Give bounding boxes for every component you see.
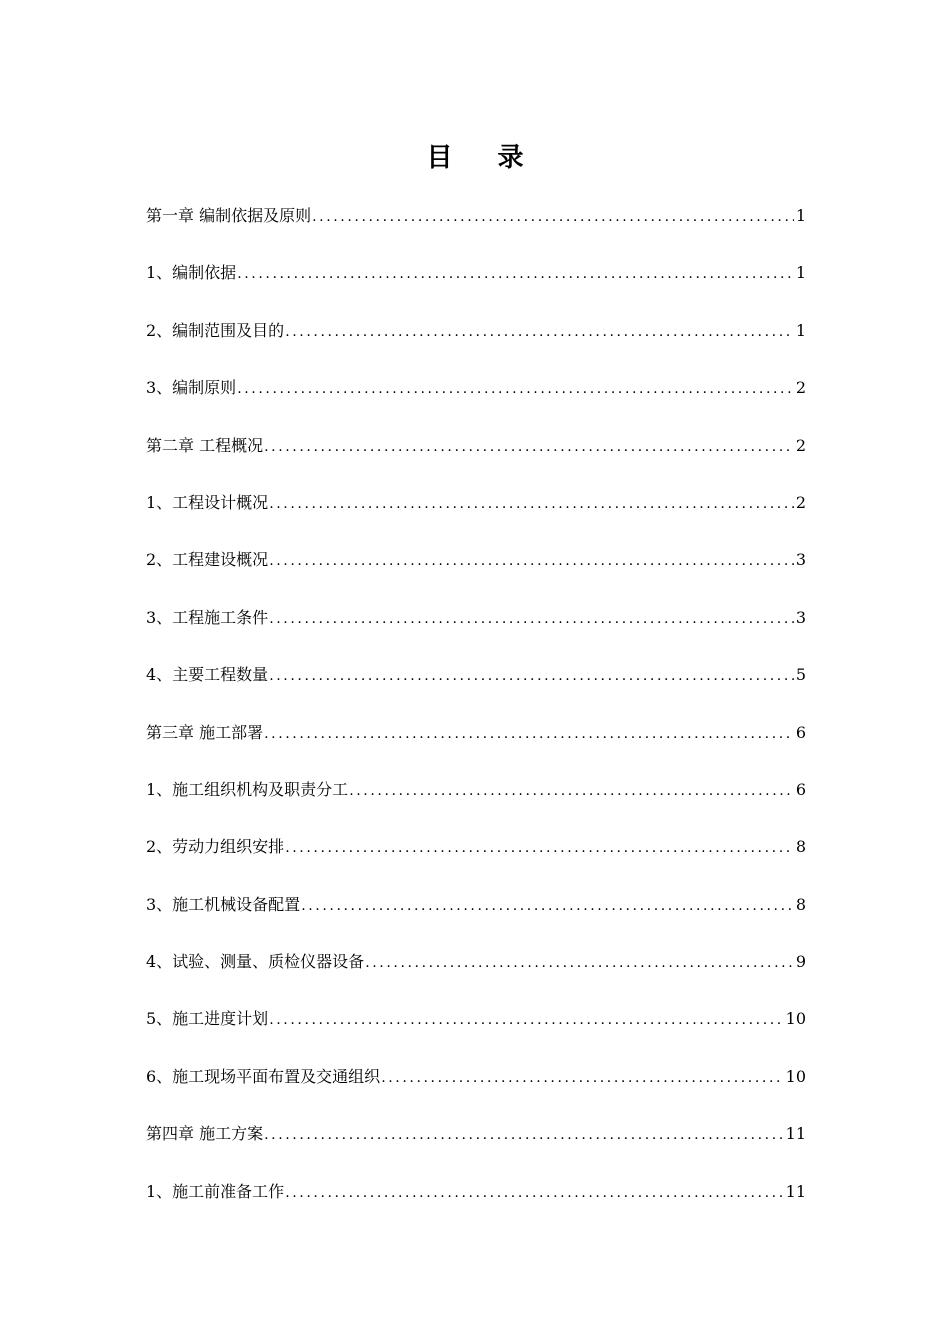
toc-entry-label: 3、编制原则 [146, 378, 237, 398]
toc-entry-label: 2、劳动力组织安排 [146, 837, 285, 857]
toc-entry-label: 2、工程建设概况 [146, 550, 269, 570]
toc-entry-label: 3、施工机械设备配置 [146, 894, 301, 914]
toc-leader-dots [269, 492, 794, 516]
toc-entry[interactable] [146, 606, 806, 663]
toc-entry[interactable] [146, 1180, 806, 1237]
toc-leader-dots [269, 664, 794, 688]
toc-leader-dots [285, 1181, 783, 1205]
toc-leader-dots [237, 262, 794, 286]
toc-leader-dots [312, 205, 794, 229]
toc-entry[interactable] [146, 376, 806, 433]
toc-entry-label: 第二章 工程概况 [146, 435, 264, 455]
toc-leader-dots [237, 377, 794, 401]
toc-entry-page: 5 [795, 665, 806, 685]
toc-entry[interactable] [146, 261, 806, 318]
toc-entry-page: 3 [795, 607, 806, 627]
toc-entry-page: 8 [795, 837, 806, 857]
toc-entry-label: 1、工程设计概况 [146, 492, 269, 512]
toc-entry-label: 3、工程施工条件 [146, 607, 269, 627]
toc-entry-label: 4、主要工程数量 [146, 665, 269, 685]
toc-entry[interactable] [146, 1122, 806, 1179]
toc-entry-page: 9 [795, 952, 806, 972]
toc-entry-label: 第四章 施工方案 [146, 1124, 264, 1144]
toc-leader-dots [264, 722, 794, 746]
toc-entry-page: 1 [795, 320, 806, 340]
toc-entry-page: 10 [785, 1009, 806, 1029]
toc-entry-label: 1、施工组织机构及职责分工 [146, 779, 349, 799]
toc-entry[interactable] [146, 835, 806, 892]
toc-entry-page: 6 [795, 779, 806, 799]
toc-entry-label: 5、施工进度计划 [146, 1009, 269, 1029]
toc-entry[interactable] [146, 893, 806, 950]
toc-entry-page: 2 [795, 378, 806, 398]
toc-leader-dots [269, 549, 794, 573]
toc-entry-page: 2 [795, 435, 806, 455]
toc-title: 目 录 [426, 143, 542, 173]
toc-entry[interactable] [146, 778, 806, 835]
toc-entry-page: 10 [785, 1066, 806, 1086]
toc-list [146, 204, 806, 1237]
toc-entry-label: 1、施工前准备工作 [146, 1181, 285, 1201]
toc-leader-dots [365, 951, 794, 975]
toc-entry[interactable] [146, 1007, 806, 1064]
toc-entry-page: 6 [795, 722, 806, 742]
toc-leader-dots [285, 320, 794, 344]
toc-entry[interactable] [146, 491, 806, 548]
toc-entry[interactable] [146, 950, 806, 1007]
toc-entry-page: 1 [795, 206, 806, 225]
toc-entry-label: 2、编制范围及目的 [146, 320, 285, 340]
toc-entry-page: 11 [785, 1124, 806, 1144]
toc-entry-page: 11 [785, 1181, 806, 1201]
toc-leader-dots [285, 836, 794, 860]
toc-leader-dots [264, 1123, 784, 1147]
toc-entry[interactable] [146, 663, 806, 720]
toc-entry-page: 8 [795, 894, 806, 914]
toc-entry[interactable] [146, 548, 806, 605]
toc-entry-label: 1、编制依据 [146, 263, 237, 283]
toc-entry-label: 第一章 编制依据及原则 [146, 206, 312, 225]
toc-entry-label: 4、试验、测量、质检仪器设备 [146, 952, 365, 972]
toc-entry[interactable] [146, 1065, 806, 1122]
toc-leader-dots [349, 779, 794, 803]
toc-entry-page: 1 [795, 263, 806, 283]
toc-leader-dots [301, 894, 794, 918]
toc-entry-label: 第三章 施工部署 [146, 722, 264, 742]
toc-entry-page: 3 [795, 550, 806, 570]
toc-leader-dots [381, 1066, 783, 1090]
toc-entry-page: 2 [795, 492, 806, 512]
toc-entry[interactable] [146, 204, 806, 261]
toc-leader-dots [269, 1008, 783, 1032]
toc-entry-label: 6、施工现场平面布置及交通组织 [146, 1066, 381, 1086]
toc-entry[interactable] [146, 319, 806, 376]
toc-entry[interactable] [146, 721, 806, 778]
toc-entry[interactable] [146, 434, 806, 491]
toc-leader-dots [264, 435, 794, 459]
toc-leader-dots [269, 607, 794, 631]
